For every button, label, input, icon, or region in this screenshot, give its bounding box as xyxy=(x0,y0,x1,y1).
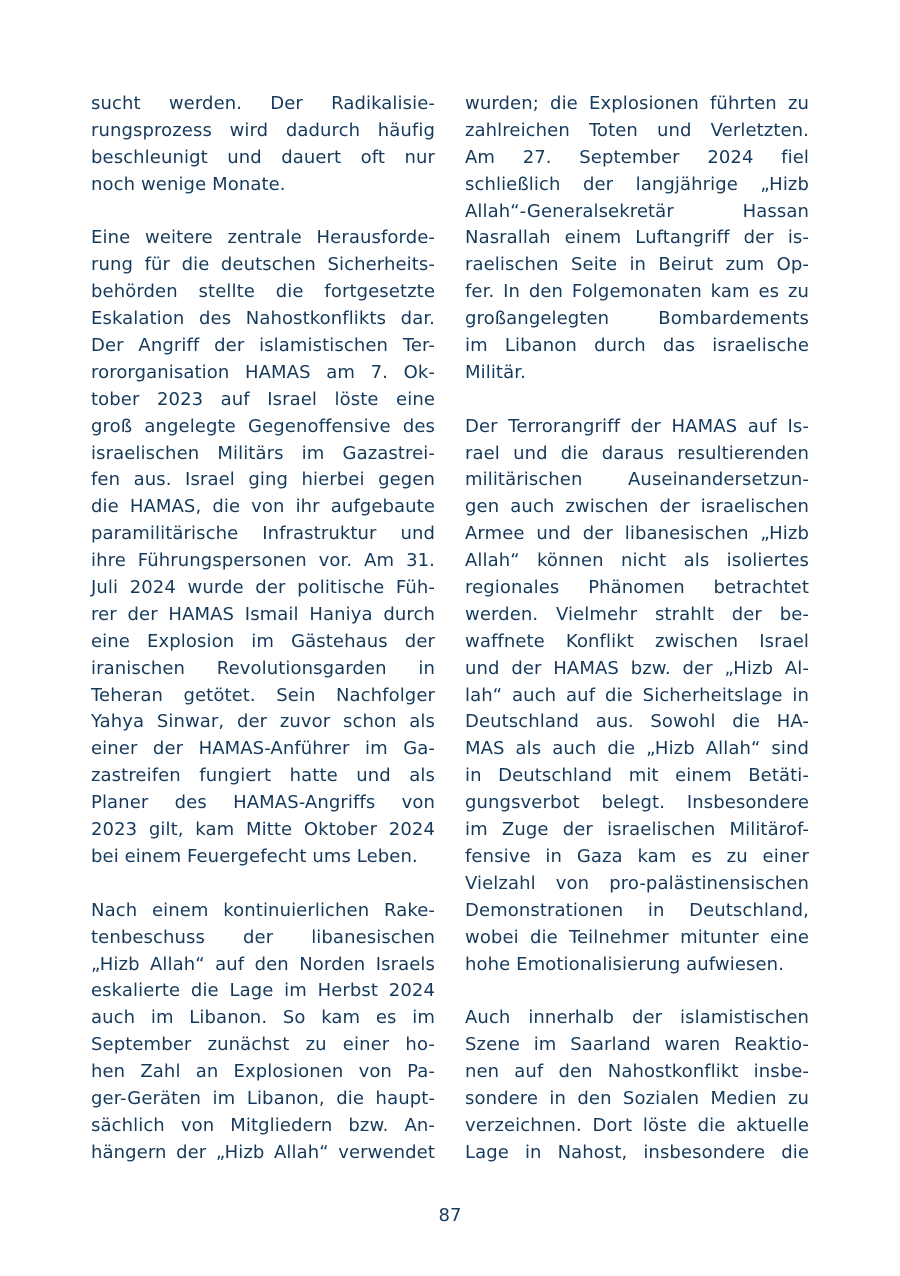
text-line: im Libanon durch das israelische xyxy=(465,335,809,357)
text-line: noch wenige Monate. xyxy=(91,173,286,195)
paragraph-middle-east-escalation xyxy=(91,225,435,870)
text-line: Armee und der libanesischen „Hizb xyxy=(465,523,809,545)
text-line: sächlich von Mitgliedern bzw. An- xyxy=(91,1114,435,1136)
text-line: werden. Vielmehr strahlt der be- xyxy=(465,603,809,625)
text-line: ihre Führungspersonen vor. Am 31. xyxy=(91,550,435,572)
text-line: Der Terrorangriff der HAMAS auf Is- xyxy=(465,415,809,437)
text-line: rael und die daraus resultierenden xyxy=(465,442,809,464)
text-line: einer der HAMAS-Anführer im Ga- xyxy=(91,738,435,760)
text-line: Demonstrationen in Deutschland, xyxy=(465,899,809,921)
text-line: Planer des HAMAS-Angriffs von xyxy=(91,792,435,814)
text-line: Allah“-Generalsekretär Hassan xyxy=(465,200,809,222)
text-line: großangelegten Bombardements xyxy=(465,308,809,330)
text-line: im Zuge der israelischen Militärof- xyxy=(465,819,809,841)
text-line: hängern der „Hizb Allah“ verwendet xyxy=(91,1141,435,1163)
text-line: September zunächst zu einer ho- xyxy=(91,1034,435,1056)
text-line: verzeichnen. Dort löste die aktuelle xyxy=(465,1114,809,1136)
text-line: gen auch zwischen der israelischen xyxy=(465,496,809,518)
paragraph-lebanon-continued xyxy=(465,91,809,387)
left-column xyxy=(91,91,435,1194)
text-line: Juli 2024 wurde der politische Füh- xyxy=(91,577,435,599)
text-line: rungsprozess wird dadurch häufig xyxy=(91,119,435,141)
paragraph-radicalization xyxy=(91,91,435,199)
text-line: Deutschland aus. Sowohl die HA- xyxy=(465,711,809,733)
text-line: lah“ auch auf die Sicherheitslage in xyxy=(465,684,809,706)
text-line: tober 2023 auf Israel löste eine xyxy=(91,388,435,410)
text-line: Der Angriff der islamistischen Ter- xyxy=(91,335,435,357)
text-line: regionales Phänomen betrachtet xyxy=(465,577,809,599)
text-line: sondere in den Sozialen Medien zu xyxy=(465,1087,809,1109)
text-line: groß angelegte Gegenoffensive des xyxy=(91,415,435,437)
text-line: hohe Emotionalisierung aufwiesen. xyxy=(465,953,785,975)
text-line: rung für die deutschen Sicherheits- xyxy=(91,254,435,276)
text-line: zastreifen fungiert hatte und als xyxy=(91,765,435,787)
text-line: ger-Geräten im Libanon, die haupt- xyxy=(91,1087,435,1109)
text-line: Lage in Nahost, insbesondere die xyxy=(465,1141,809,1163)
paragraph-security-impact xyxy=(465,414,809,979)
text-line: 2023 gilt, kam Mitte Oktober 2024 xyxy=(91,819,435,841)
text-line: hen Zahl an Explosionen von Pa- xyxy=(91,1061,435,1083)
text-line: paramilitärische Infrastruktur und xyxy=(91,523,435,545)
text-line: Nach einem kontinuierlichen Rake- xyxy=(91,899,435,921)
text-line: Vielzahl von pro-palästinensischen xyxy=(465,872,809,894)
text-line: Nasrallah einem Luftangriff der is- xyxy=(465,227,809,249)
text-line: Militär. xyxy=(465,361,526,383)
text-line: bei einem Feuergefecht ums Leben. xyxy=(91,845,418,867)
text-line: schließlich der langjährige „Hizb xyxy=(465,173,809,195)
text-line: fer. In den Folgemonaten kam es zu xyxy=(465,281,809,303)
text-line: MAS als auch die „Hizb Allah“ sind xyxy=(465,738,809,760)
text-line: iranischen Revolutionsgarden in xyxy=(91,657,435,679)
text-line: Allah“ können nicht als isoliertes xyxy=(465,550,809,572)
paragraph-lebanon xyxy=(91,898,435,1167)
text-line: Am 27. September 2024 fiel xyxy=(465,146,809,168)
text-line: Yahya Sinwar, der zuvor schon als xyxy=(91,711,435,733)
text-line: israelischen Militärs im Gazastrei- xyxy=(91,442,435,464)
text-line: Eine weitere zentrale Herausforde- xyxy=(91,227,435,249)
text-line: raelischen Seite in Beirut zum Op- xyxy=(465,254,809,276)
text-line: rer der HAMAS Ismail Haniya durch xyxy=(91,603,435,625)
text-line: fensive in Gaza kam es zu einer xyxy=(465,845,809,867)
text-line: Eskalation des Nahostkonflikts dar. xyxy=(91,308,435,330)
text-line: beschleunigt und dauert oft nur xyxy=(91,146,435,168)
page-number: 87 xyxy=(438,1205,462,1226)
text-line: militärischen Auseinandersetzun- xyxy=(465,469,809,491)
text-line: und der HAMAS bzw. der „Hizb Al- xyxy=(465,657,809,679)
text-line: sucht werden. Der Radikalisie- xyxy=(91,93,435,114)
text-line: „Hizb Allah“ auf den Norden Israels xyxy=(91,953,435,975)
text-line: die HAMAS, die von ihr aufgebaute xyxy=(91,496,435,518)
right-column xyxy=(465,91,809,1194)
text-line: zahlreichen Toten und Verletzten. xyxy=(465,119,809,141)
text-line: gungsverbot belegt. Insbesondere xyxy=(465,792,809,814)
text-line: fen aus. Israel ging hierbei gegen xyxy=(91,469,435,491)
text-line: Auch innerhalb der islamistischen xyxy=(465,1007,809,1029)
paragraph-saarland-scene xyxy=(465,1005,809,1166)
text-line: waffnete Konflikt zwischen Israel xyxy=(465,630,809,652)
text-line: eskalierte die Lage im Herbst 2024 xyxy=(91,980,435,1002)
text-line: nen auf den Nahostkonflikt insbe- xyxy=(465,1061,809,1083)
text-line: Teheran getötet. Sein Nachfolger xyxy=(91,684,435,706)
text-line: auch im Libanon. So kam es im xyxy=(91,1007,435,1029)
text-line: behörden stellte die fortgesetzte xyxy=(91,281,435,303)
text-line: wurden; die Explosionen führten zu xyxy=(465,93,809,114)
text-line: Szene im Saarland waren Reaktio- xyxy=(465,1034,809,1056)
text-line: tenbeschuss der libanesischen xyxy=(91,926,435,948)
text-line: rororganisation HAMAS am 7. Ok- xyxy=(91,361,435,383)
text-line: eine Explosion im Gästehaus der xyxy=(91,630,435,652)
text-line: wobei die Teilnehmer mitunter eine xyxy=(465,926,809,948)
text-line: in Deutschland mit einem Betäti- xyxy=(465,765,809,787)
